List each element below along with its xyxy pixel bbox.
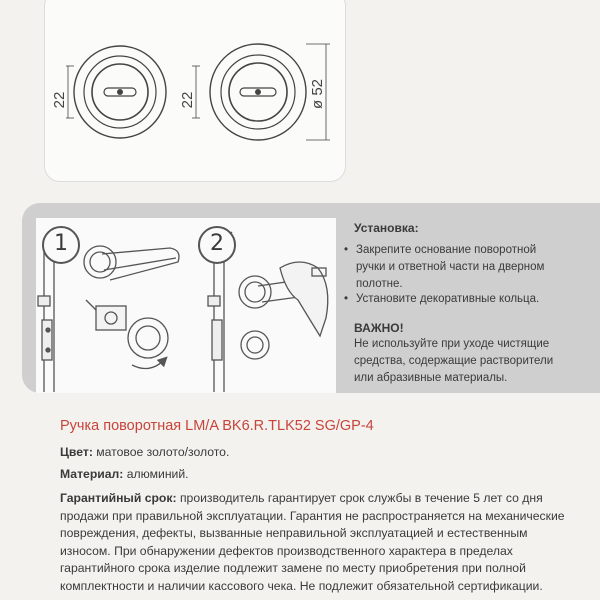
dim-mid-label: 22 (179, 91, 196, 109)
warning-line-2: средства, содержащие растворители (354, 355, 554, 367)
warranty-line-3: износом. При обнаружении дефектов производственного характера в пределах (60, 543, 513, 558)
warranty-line-0 (60, 490, 580, 508)
warning-text (354, 336, 553, 387)
install-bullet-2 (344, 291, 539, 308)
step2-number: 2 (198, 226, 236, 264)
bullet-2-block (344, 291, 539, 308)
color-value: матовое золото/золото. (96, 445, 230, 459)
step1-number: 1 (42, 226, 80, 264)
warranty-block (60, 490, 580, 595)
warranty-line-4: гарантийного срока изделие подлежит замене по месту приобретения при полной (60, 561, 526, 575)
warranty-line-1: продажи при правильной эксплуатации. Гарантия не распространяется на механические (60, 508, 565, 523)
warranty-line-2: повреждения, дефекты, вызванные неправильной эксплуатацией и естественным (60, 526, 528, 540)
install-heading: Установка: (354, 221, 419, 235)
material-row (60, 466, 580, 484)
bullet-dot: • (344, 244, 349, 256)
color-label: Цвет: (60, 445, 93, 459)
color-row (60, 444, 580, 462)
dim-right-label: ø 52 (309, 78, 326, 110)
product-title: Ручка поворотная LM/A BK6.R.TLK52 SG/GP-4 (60, 418, 374, 434)
bullet-dot: • (344, 293, 349, 305)
material-value: алюминий. (126, 467, 189, 481)
bullet-2-line-1: Установите декоративные кольца. (356, 293, 540, 305)
warning-line-3: или абразивные материалы. (354, 372, 508, 384)
install-bullet-1 (344, 242, 544, 293)
bullet-1-block (344, 242, 544, 293)
bullet-1-line-2: ручки и ответной части на дверном (356, 261, 545, 273)
bullet-1-line-3: полотне. (356, 278, 403, 290)
warranty-label: Гарантийный срок: (60, 491, 177, 505)
warranty-line-5: комплектности и наличии кассового чека. Не подлежит обязательной сертификации. (60, 578, 543, 593)
warning-heading: ВАЖНО! (354, 321, 404, 335)
dim-left-label: 22 (51, 91, 68, 109)
warning-line-1: Не используйте при уходе чистящие (354, 338, 550, 350)
material-label: Материал: (60, 467, 124, 481)
bullet-1-line-1: Закрепите основание поворотной (356, 244, 537, 256)
warranty-first: производитель гарантирует срок службы в течение 5 лет со дня (179, 491, 543, 505)
